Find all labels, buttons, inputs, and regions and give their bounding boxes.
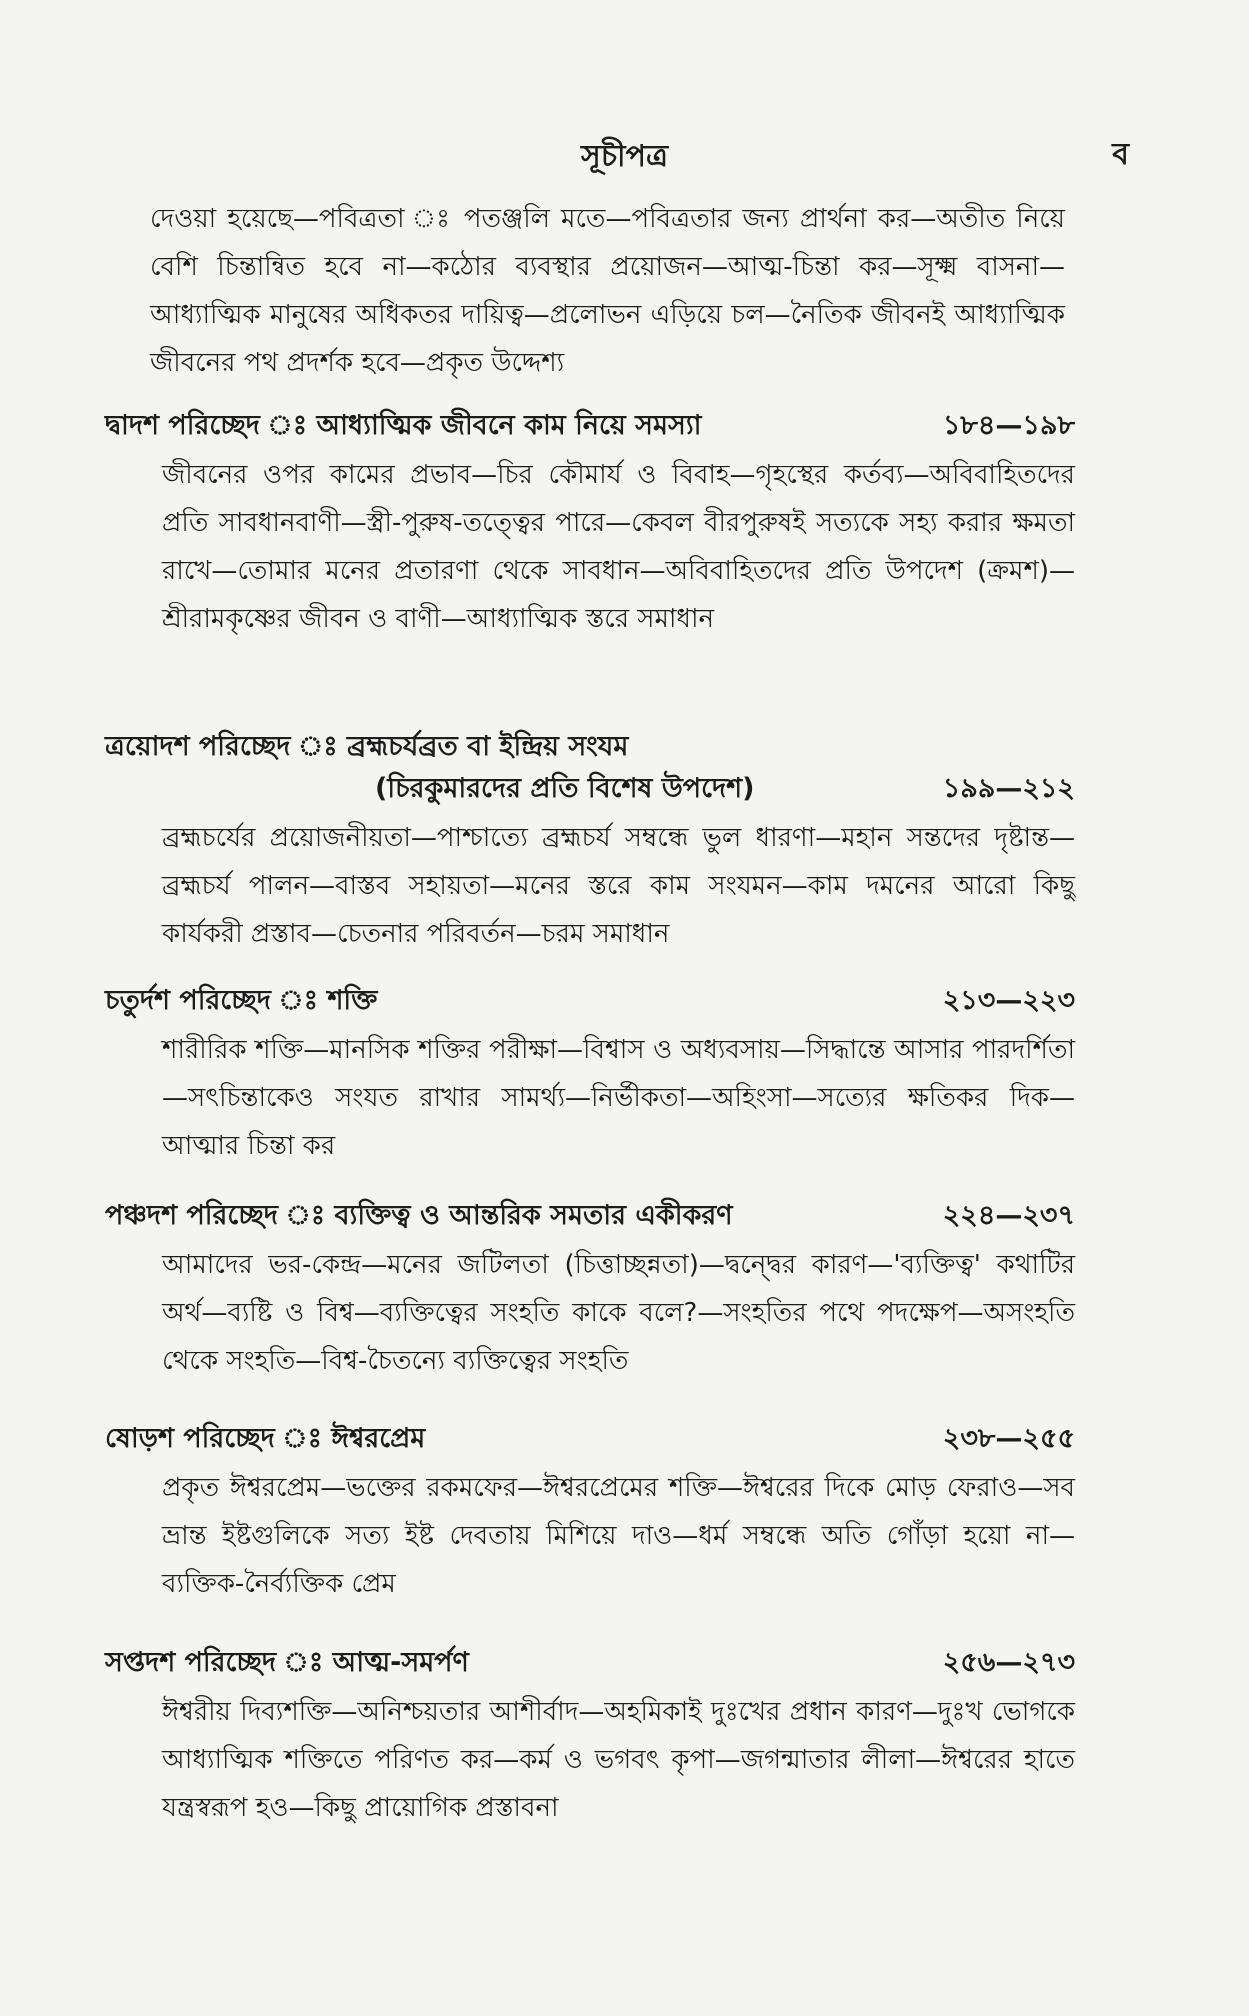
- chapter-heading-row: [105, 1195, 1075, 1237]
- chapter-heading: ষোড়শ পরিচ্ছেদ ঃ ঈশ্বরপ্রেম: [105, 1423, 426, 1454]
- chapter-heading-row: [105, 1642, 1075, 1684]
- chapter-topics: প্রকৃত ঈশ্বরপ্রেম—ভক্তের রকমফের—ঈশ্বরপ্রেমের শক্তি—ঈশ্বরের দিকে মোড় ফেরাও—সব ভ্রান্ত ইষ্টগুলিকে সত্য ইষ্ট দেবতায় মিশিয়ে দাও—ধর্ম সম্বন্ধে অতি গোঁড়া হয়ো না—ব্যক্তিক-নৈর্ব্যক্তিক প্রেম: [162, 1473, 1075, 1599]
- chapter-topics: আমাদের ভর-কেন্দ্র—মনের জটিলতা (চিত্তাচ্ছন্নতা)—দ্বন্দ্বের কারণ—'ব্যক্তিত্ব' কথাটির অর্থ—ব্যষ্টি ও বিশ্ব—ব্যক্তিত্বের সংহতি কাকে বলে?—সংহতির পথে পদক্ষেপ—অসংহতি থেকে সংহতি—বিশ্ব-চৈতন্যে ব্যক্তিত্বের সংহতি: [162, 1250, 1075, 1376]
- chapter-heading: পঞ্চদশ পরিচ্ছেদ ঃ ব্যক্তিত্ব ও আন্তরিক সমতার একীকরণ: [105, 1200, 733, 1231]
- chapter-topics: জীবনের ওপর কামের প্রভাব—চির কৌমার্য ও বিবাহ—গৃহস্থের কর্তব্য—অবিবাহিতদের প্রতি সাবধানবাণী—স্ত্রী-পুরুষ-তত্ত্বের পারে—কেবল বীরপুরুষই সত্যকে সহ্য করার ক্ষমতা রাখে—তোমার মনের প্রতারণা থেকে সাবধান—অবিবাহিতদের প্রতি উপদেশ (ক্রমশ)—শ্রীরামকৃষ্ণের জীবন ও বাণী—আধ্যাত্মিক স্তরে সমাধান: [162, 460, 1075, 634]
- chapter-heading: সপ্তদশ পরিচ্ছেদ ঃ আত্ম-সমর্পণ: [105, 1647, 469, 1678]
- chapter-heading: দ্বাদশ পরিচ্ছেদ ঃ আধ্যাত্মিক জীবনে কাম নিয়ে সমস্যা: [105, 410, 702, 441]
- chapter-heading-row: [105, 405, 1075, 447]
- chapter-subtitle: (চিরকুমারদের প্রতি বিশেষ উপদেশ): [375, 773, 755, 804]
- chapter-heading-row: [105, 980, 1075, 1022]
- chapter-topics: শারীরিক শক্তি—মানসিক শক্তির পরীক্ষা—বিশ্বাস ও অধ্যবসায়—সিদ্ধান্তে আসার পারদর্শিতা—সৎচিন্তাকেও সংযত রাখার সামর্থ্য—নির্ভীকতা—অহিংসা—সত্যের ক্ষতিকর দিক—আত্মার চিন্তা কর: [162, 1035, 1075, 1161]
- chapter-entry-17: [105, 1642, 1075, 1832]
- continuation-paragraph: দেওয়া হয়েছে—পবিত্রতা ঃ পতঞ্জলি মতে—পবিত্রতার জন্য প্রার্থনা কর—অতীত নিয়ে বেশি চিন্তান্বিত হবে না—কঠোর ব্যবস্থার প্রয়োজন—আত্ম-চিন্তা কর—সূক্ষ্ম বাসনা—আধ্যাত্মিক মানুষের অধিকতর দায়িত্ব—প্রলোভন এড়িয়ে চল—নৈতিক জীবনই আধ্যাত্মিক জীবনের পথ প্রদর্শক হবে—প্রকৃত উদ্দেশ্য: [150, 204, 1065, 378]
- chapter-heading-row: [105, 1418, 1075, 1460]
- chapter-heading-row: [105, 726, 1075, 768]
- chapter-entry-16: [105, 1418, 1075, 1608]
- chapter-page-range: ২২৪—২৩৭: [942, 1200, 1075, 1231]
- chapter-heading: চতুর্দশ পরিচ্ছেদ ঃ শক্তি: [105, 985, 378, 1016]
- chapter-page-range: ২১৩—২২৩: [942, 985, 1075, 1016]
- chapter-topics: ঈশ্বরীয় দিব্যশক্তি—অনিশ্চয়তার আশীর্বাদ—অহমিকাই দুঃখের প্রধান কারণ—দুঃখ ভোগকে আধ্যাত্মিক শক্তিতে পরিণত কর—কর্ম ও ভগবৎ কৃপা—জগন্মাতার লীলা—ঈশ্বরের হাতে যন্ত্রস্বরূপ হও—কিছু প্রায়োগিক প্রস্তাবনা: [162, 1697, 1075, 1823]
- page-number: ব: [1112, 137, 1129, 172]
- chapter-entry-13: [105, 726, 1075, 958]
- chapter-page-range: ২৩৮—২৫৫: [942, 1423, 1075, 1454]
- running-head: সূচীপত্র: [581, 139, 668, 174]
- chapter-heading: ত্রয়োদশ পরিচ্ছেদ ঃ ব্রহ্মচর্যব্রত বা ইন্দ্রিয় সংযম: [105, 731, 629, 762]
- chapter-topics: ব্রহ্মচর্যের প্রয়োজনীয়তা—পাশ্চাত্যে ব্রহ্মচর্য সম্বন্ধে ভুল ধারণা—মহান সন্তদের দৃষ্টান্ত—ব্রহ্মচর্য পালন—বাস্তব সহায়তা—মনের স্তরে কাম সংযমন—কাম দমনের আরো কিছু কার্যকরী প্রস্তাব—চেতনার পরিবর্তন—চরম সমাধান: [162, 823, 1075, 949]
- chapter-page-range: ১৯৯—২১২: [942, 773, 1075, 804]
- chapter-page-range: ২৫৬—২৭৩: [942, 1647, 1075, 1678]
- chapter-entry-14: [105, 980, 1075, 1170]
- chapter-entry-12: [105, 405, 1075, 643]
- chapter-page-range: ১৮৪—১৯৮: [942, 410, 1075, 441]
- chapter-entry-15: [105, 1195, 1075, 1385]
- chapter-subtitle-row: [105, 768, 1075, 810]
